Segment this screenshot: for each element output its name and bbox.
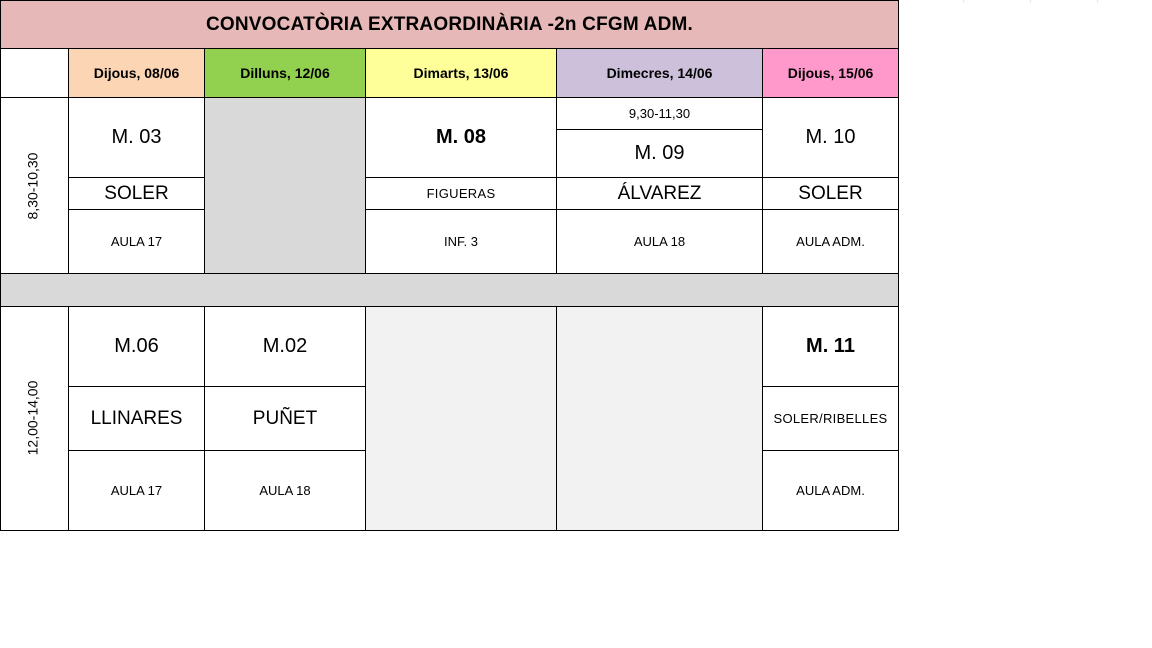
border-line [0,306,899,307]
border-line [556,177,763,178]
teacher-cell [69,178,204,209]
teacher-cell [366,178,556,209]
room-cell [366,210,556,273]
break-row [1,274,898,306]
header-day-4 [557,49,762,97]
module-label: M. 09 [634,142,685,164]
module-label: M. 11 [806,335,855,357]
header-day-3 [366,49,556,97]
slot-afternoon [1,307,68,530]
border-line [204,386,366,387]
time-label: 9,30-11,30 [628,106,691,121]
room-cell [205,451,365,530]
module-cell [763,98,898,177]
module-cell [205,307,365,386]
header-day-1 [69,49,204,97]
border-line [556,209,763,210]
slot-label-afternoon: 12,00-14,00 [24,380,41,456]
room-label: AULA ADM. [796,483,865,498]
border-line [365,306,366,531]
gridline-right [1097,0,1098,2]
module-cell [763,307,898,386]
slot-label-morning: 8,30-10,30 [24,152,41,220]
header-day-2 [205,49,365,97]
slot-morning [1,98,68,273]
border-line [68,48,69,274]
teacher-label: SOLER [798,182,863,204]
border-line [68,386,205,387]
border-line [0,48,899,49]
time-cell [557,98,762,129]
room-cell [69,210,204,273]
day-label-2: Dilluns, 12/06 [240,65,330,81]
gridline-right [1030,0,1031,2]
title-cell [1,1,898,49]
teacher-label: LLINARES [90,407,183,429]
teacher-cell [557,178,762,209]
border-line [0,97,899,98]
module-label: M. 10 [805,126,856,148]
border-line [365,177,557,178]
day-label-3: Dimarts, 13/06 [413,65,509,81]
border-line [556,306,557,531]
border-line [762,306,763,531]
border-line [204,48,205,274]
room-label: AULA 18 [633,234,686,249]
border-line [0,0,899,1]
module-label: M. 03 [111,126,162,148]
border-line [68,450,205,451]
module-label: M.02 [262,335,308,357]
module-cell [366,98,556,177]
border-line [0,273,899,274]
border-line [68,209,205,210]
border-line [204,306,205,531]
border-line [556,129,763,130]
teacher-cell [763,387,898,450]
module-cell [557,130,762,177]
room-label: AULA 18 [259,483,311,498]
border-line [0,0,1,531]
border-line [68,306,69,531]
border-line [365,48,366,274]
module-cell [69,307,204,386]
room-label: AULA ADM. [796,234,865,249]
teacher-label: ÁLVAREZ [617,182,702,204]
gridline-right [963,0,964,2]
teacher-label: SOLER [104,182,169,204]
room-cell [557,210,762,273]
day-label-1: Dijous, 08/06 [93,65,180,81]
teacher-label: FIGUERAS [426,186,496,201]
border-line [898,0,899,531]
empty-slot-dilluns-morning [205,98,365,273]
day-label-4: Dimecres, 14/06 [606,65,713,81]
room-cell [763,210,898,273]
border-line [68,177,205,178]
border-line [365,209,557,210]
border-line [762,177,899,178]
border-line [762,48,763,274]
border-line [762,450,899,451]
room-label: AULA 17 [110,483,163,498]
room-label: INF. 3 [444,234,478,249]
module-cell [69,98,204,177]
module-label: M. 08 [435,126,487,148]
room-cell [763,451,898,530]
teacher-cell [205,387,365,450]
border-line [0,530,899,531]
header-day-5 [763,49,898,97]
room-cell [69,451,204,530]
teacher-label: SOLER/RIBELLES [773,411,888,426]
teacher-cell [763,178,898,209]
room-label: AULA 17 [110,234,163,249]
module-label: M.06 [114,335,159,357]
header-corner [1,49,68,97]
teacher-cell [69,387,204,450]
border-line [204,450,366,451]
empty-slot-dimarts-afternoon [366,307,556,530]
teacher-label: PUÑET [252,407,318,429]
border-line [556,48,557,274]
border-line [762,386,899,387]
page-title: CONVOCATÒRIA EXTRAORDINÀRIA -2n CFGM ADM. [205,14,694,35]
day-label-5: Dijous, 15/06 [787,65,874,81]
border-line [762,209,899,210]
empty-slot-dimecres-afternoon [557,307,762,530]
